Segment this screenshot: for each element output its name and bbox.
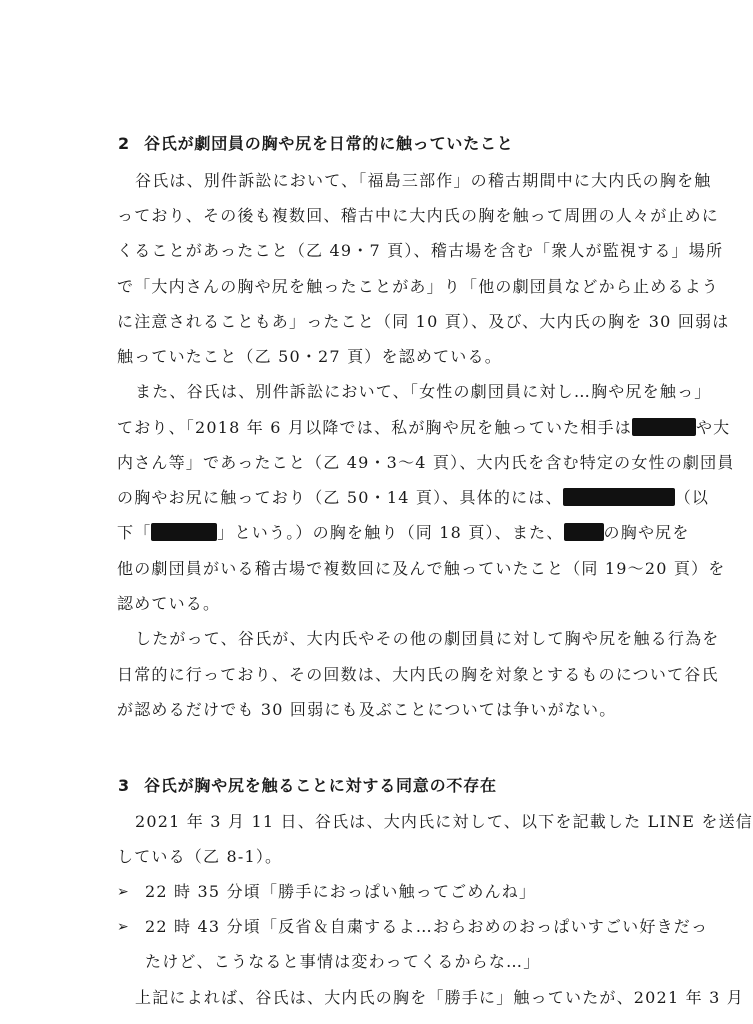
text-segment: 」という。）の胸を触り（同 18 頁）、また、 [217, 523, 564, 542]
paragraph-line: に注意されることもあ」ったこと（同 10 頁）、及び、大内氏の胸を 30 回弱は [117, 312, 730, 331]
bullet-marker: ➢ [117, 919, 129, 935]
bullet-item: 22 時 43 分頃「反省＆自粛するよ…おらおめのおっぱいすごい好きだっ [145, 917, 709, 936]
paragraph-line [117, 488, 709, 508]
text-segment: 下「 [117, 523, 152, 542]
paragraph-line: 2021 年 3 月 11 日、谷氏は、大内氏に対して、以下を記載した LINE を送信 [135, 812, 753, 831]
section-3-heading [118, 776, 497, 796]
bullet-item-continued: たけど、こうなると事情は変わってくるからな…」 [145, 952, 541, 971]
paragraph-line [117, 523, 690, 543]
text-segment: ており、「2018 年 6 月以降では、私が胸や尻を触っていた相手は [117, 418, 632, 437]
paragraph-line: している（乙 8-1）。 [117, 847, 283, 866]
paragraph-line: 内さん等」であったこと（乙 49・3～4 頁）、大内氏を含む特定の女性の劇団員 [117, 453, 735, 472]
text-segment: の胸やお尻に触っており（乙 50・14 頁）、具体的には、 [117, 488, 563, 507]
paragraph-line: くることがあったこと（乙 49・7 頁）、稽古場を含む「衆人が監視する」場所 [117, 241, 724, 260]
paragraph-line: 谷氏は、別件訴訟において、「福島三部作」の稽古期間中に大内氏の胸を触 [135, 171, 712, 190]
bullet-marker: ➢ [117, 884, 129, 900]
paragraph-line: 触っていたこと（乙 50・27 頁）を認めている。 [117, 347, 502, 366]
paragraph-line: 他の劇団員がいる稽古場で複数回に及んで触っていたこと（同 19～20 頁）を [117, 559, 726, 578]
paragraph-line: で「大内さんの胸や尻を触ったことがあ」り「他の劇団員などから止めるよう [117, 277, 720, 296]
paragraph-line: したがって、谷氏が、大内氏やその他の劇団員に対して胸や尻を触る行為を [135, 629, 720, 648]
paragraph-line: 上記によれば、谷氏は、大内氏の胸を「勝手に」触っていたが、2021 年 3 月 [135, 988, 744, 1007]
paragraph-line: っており、その後も複数回、稽古中に大内氏の胸を触って周囲の人々が止めに [117, 206, 720, 225]
section-3-title: 谷氏が胸や尻を触ることに対する同意の不存在 [144, 776, 497, 795]
redaction-bar [632, 418, 696, 436]
paragraph-line: 日常的に行っており、その回数は、大内氏の胸を対象とするものについて谷氏 [117, 665, 719, 684]
section-2-title: 谷氏が劇団員の胸や尻を日常的に触っていたこと [144, 134, 514, 153]
bullet-item: 22 時 35 分頃「勝手におっぱい触ってごめんね」 [145, 882, 537, 901]
section-2-heading [118, 134, 514, 154]
text-segment: や大 [695, 418, 731, 437]
text-segment: （以 [674, 488, 710, 507]
section-3-number: 3 [118, 776, 130, 795]
section-2-number: 2 [118, 134, 130, 153]
redaction-bar [563, 488, 675, 506]
paragraph-line: 認めている。 [117, 594, 221, 613]
redaction-bar [151, 523, 217, 541]
text-segment: の胸や尻を [603, 523, 690, 542]
paragraph-line [117, 418, 730, 438]
paragraph-line: が認めるだけでも 30 回弱にも及ぶことについては争いがない。 [117, 700, 617, 719]
paragraph-line: また、谷氏は、別件訴訟において、「女性の劇団員に対し…胸や尻を触っ」 [135, 382, 712, 401]
redaction-bar [564, 523, 604, 541]
